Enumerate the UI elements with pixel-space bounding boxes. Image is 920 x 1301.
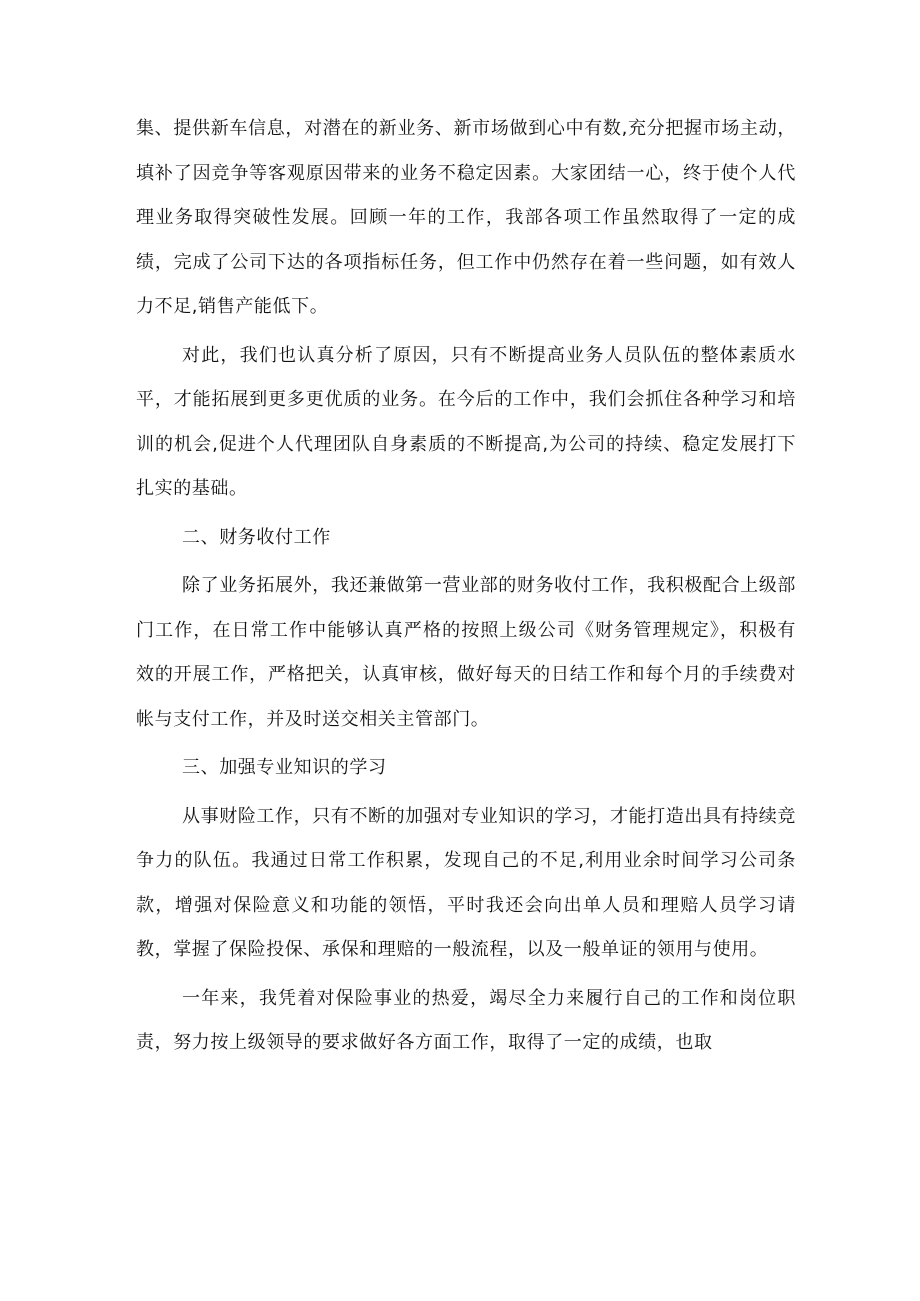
paragraph-summary: 一年来，我凭着对保险事业的热爱，竭尽全力来履行自己的工作和岗位职责，努力按上级领导的要求做好各方面工作，取得了一定的成绩，也取 [136,987,796,1053]
paragraph-finance: 除了业务拓展外，我还兼做第一营业部的财务收付工作，我积极配合上级部门工作，在日常工作中能够认真严格的按照上级公司《财务管理规定》，积极有效的开展工作，严格把关，认真审核，做好每天的日结工作和每个月的手续费对帐与支付工作，并及时送交相关主管部门。 [136,575,796,730]
document-body [136,107,796,1066]
section-heading-learning: 三、加强专业知识的学习 [182,757,387,778]
paragraph-analysis: 对此，我们也认真分析了原因，只有不断提高业务人员队伍的整体素质水平，才能拓展到更多更优质的业务。在今后的工作中，我们会抓住各种学习和培训的机会,促进个人代理团队自身素质的不断提高,为公司的持续、稳定发展打下扎实的基础。 [136,344,796,499]
section-heading-finance: 二、财务收付工作 [182,526,331,548]
paragraph-learning: 从事财险工作，只有不断的加强对专业知识的学习，才能打造出具有持续竞争力的队伍。我通过日常工作积累，发现自己的不足,利用业余时间学习公司条款，增强对保险意义和功能的领悟，平时我还会向出单人员和理赔人员学习请教，掌握了保险投保、承保和理赔的一般流程，以及一般单证的领用与使用。 [136,805,796,960]
paragraph-business-continuation: 集、提供新车信息，对潜在的新业务、新市场做到心中有数,充分把握市场主动，填补了因竞争等客观原因带来的业务不稳定因素。大家团结一心，终于使个人代理业务取得突破性发展。回顾一年的工作，我部各项工作虽然取得了一定的成绩，完成了公司下达的各项指标任务，但工作中仍然存在着一些问题，如有效人力不足,销售产能低下。 [136,118,796,317]
